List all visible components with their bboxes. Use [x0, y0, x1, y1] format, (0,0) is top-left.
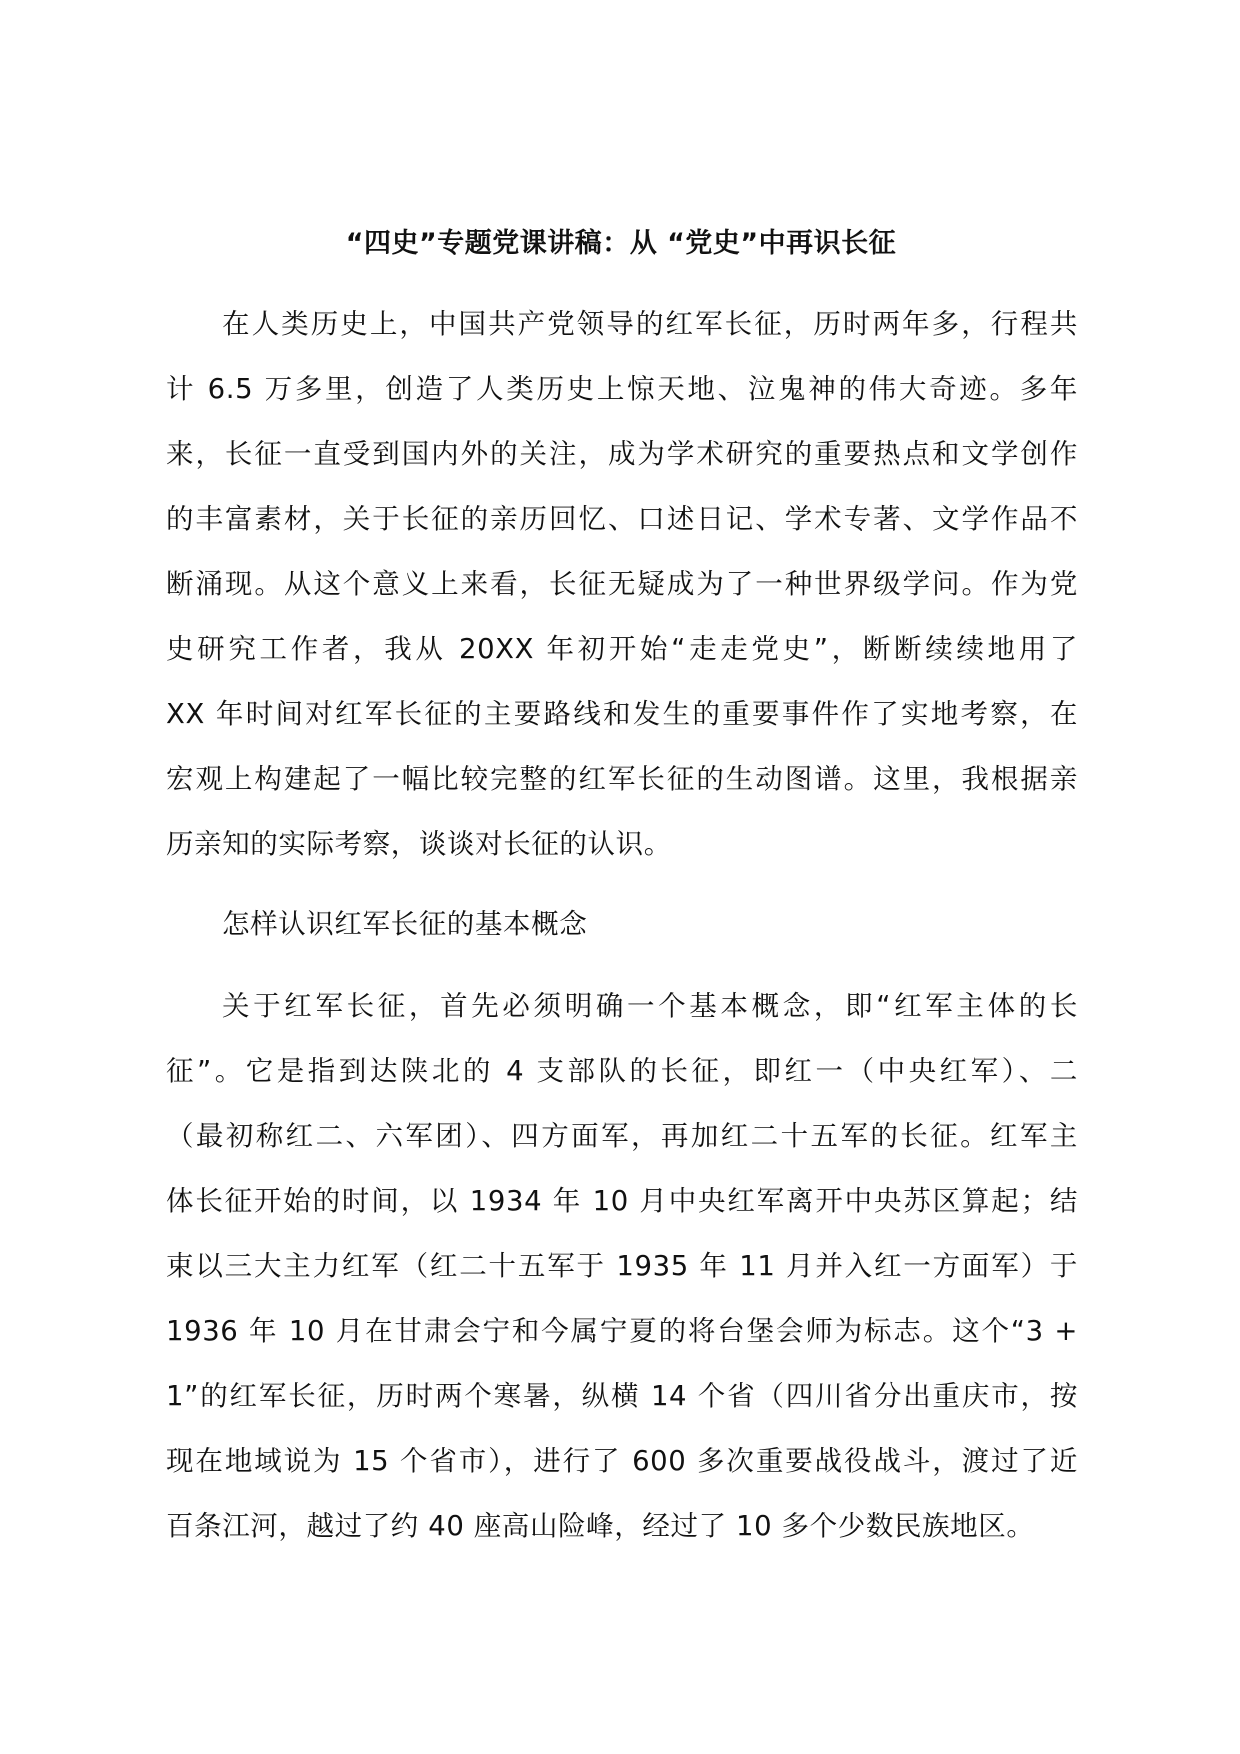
paragraph-line: 宏观上构建起了一幅比较完整的红军长征的生动图谱。这里，我根据亲 — [166, 763, 1078, 795]
paragraph-line: 历亲知的实际考察，谈谈对长征的认识。 — [166, 828, 672, 860]
paragraph-line: 在人类历史上，中国共产党领导的红军长征，历时两年多，行程共 — [222, 308, 1078, 340]
paragraph-line: 现在地域说为 15 个省市），进行了 600 多次重要战役战斗，渡过了近 — [166, 1445, 1078, 1477]
paragraph-concept — [166, 974, 1078, 1559]
paragraph-line: （最初称红二、六军团）、四方面军，再加红二十五军的长征。红军主 — [166, 1120, 1078, 1152]
paragraph-line: 征”。它是指到达陕北的 4 支部队的长征，即红一（中央红军）、二 — [166, 1055, 1078, 1087]
paragraph-line: 体长征开始的时间，以 1934 年 10 月中央红军离开中央苏区算起；结 — [166, 1185, 1078, 1217]
document-title: “四史”专题党课讲稿：从 “党史”中再识长征 — [345, 228, 897, 259]
paragraph-line: XX 年时间对红军长征的主要路线和发生的重要事件作了实地考察，在 — [166, 698, 1078, 730]
paragraph-line: 断涌现。从这个意义上来看，长征无疑成为了一种世界级学问。作为党 — [166, 568, 1078, 600]
paragraph-intro — [166, 292, 1078, 877]
paragraph-line: 束以三大主力红军（红二十五军于 1935 年 11 月并入红一方面军）于 — [166, 1250, 1078, 1282]
paragraph-line: 1”的红军长征，历时两个寒暑，纵横 14 个省（四川省分出重庆市，按 — [166, 1380, 1078, 1412]
section-heading-text: 怎样认识红军长征的基本概念 — [222, 908, 588, 940]
paragraph-line: 计 6.5 万多里，创造了人类历史上惊天地、泣鬼神的伟大奇迹。多年 — [166, 373, 1078, 405]
paragraph-line: 百条江河，越过了约 40 座高山险峰，经过了 10 多个少数民族地区。 — [166, 1510, 1035, 1542]
paragraph-line: 史研究工作者，我从 20XX 年初开始“走走党史”，断断续续地用了 — [166, 633, 1078, 665]
paragraph-line: 1936 年 10 月在甘肃会宁和今属宁夏的将台堡会师为标志。这个“3 + — [166, 1315, 1078, 1347]
paragraph-line: 的丰富素材，关于长征的亲历回忆、口述日记、学术专著、文学作品不 — [166, 503, 1078, 535]
section-heading — [166, 892, 1078, 957]
paragraph-line: 来，长征一直受到国内外的关注，成为学术研究的重要热点和文学创作 — [166, 438, 1078, 470]
paragraph-line: 关于红军长征，首先必须明确一个基本概念，即“红军主体的长 — [222, 990, 1078, 1022]
